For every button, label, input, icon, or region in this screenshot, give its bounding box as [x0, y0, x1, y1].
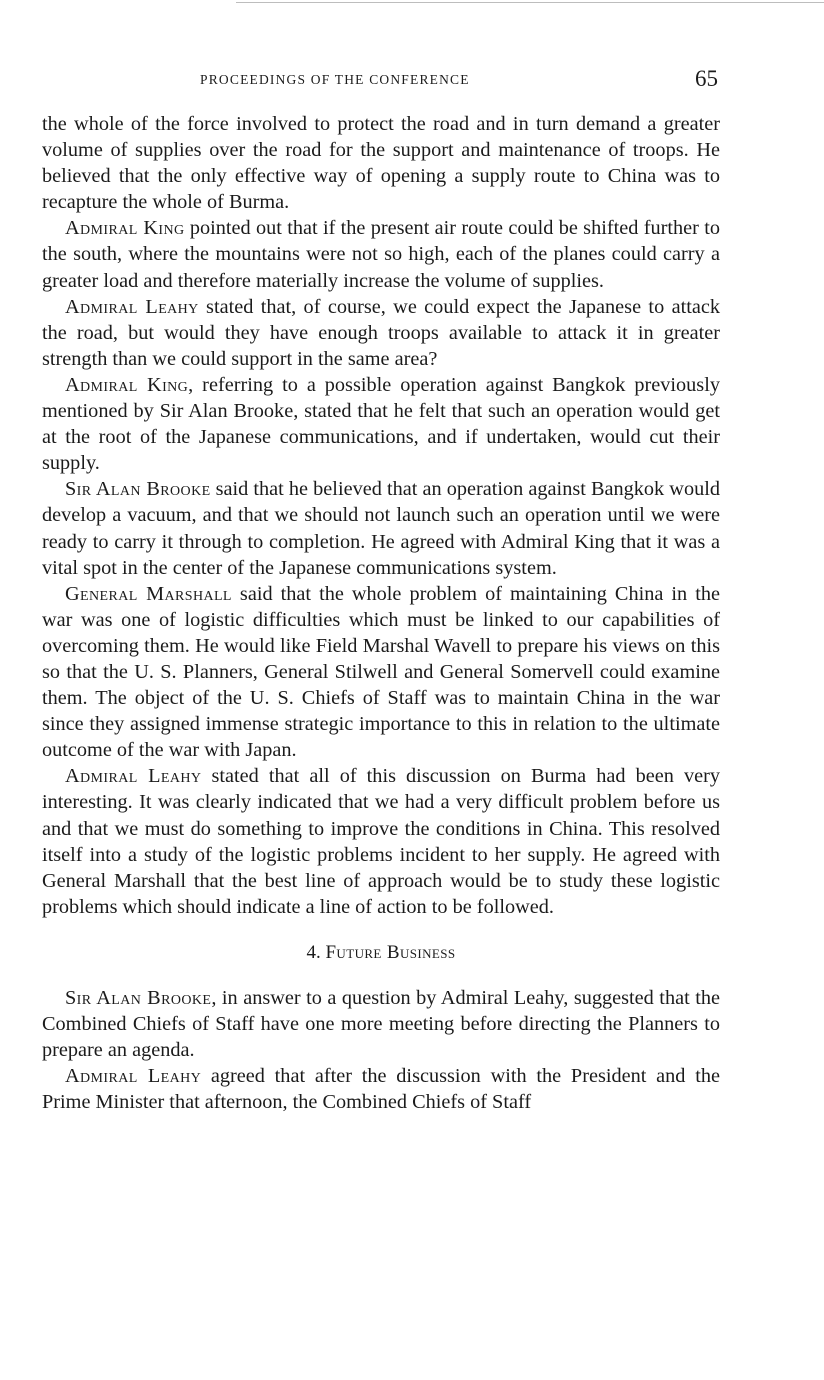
page-number: 65	[695, 66, 718, 91]
speaker-name: General Marshall	[65, 582, 232, 605]
paragraph-text: said that he believed that an operation against Bangkok would develop a vacuum, and that we should not launch such an operation until we were ready to carry it through to completion. He agreed with Admiral King that it was a vital spot in the center of the Japanese communications system.	[42, 478, 720, 579]
paragraph	[42, 581, 720, 764]
section-number: 4.	[306, 941, 321, 963]
paragraph-text: agreed that after the discussion with the President and the Prime Minister that afternoon, the Combined Chiefs of Staff	[42, 1065, 720, 1114]
paragraph-text: , in answer to a question by Admiral Leahy, suggested that the Combined Chiefs of Staff have one more meeting before directing the Planners to prepare an agenda.	[42, 987, 721, 1062]
speaker-name: Admiral King	[65, 217, 185, 240]
paragraph	[42, 215, 720, 293]
paragraph-text: stated that all of this discussion on Burma had been very interesting. It was clearly indicated that we had a very difficult problem before us and that we must do something to improve the conditions in China. This resolved itself into a study of the logistic problems incident to her supply. He agreed with General Marshall that the best line of approach would be to study these logistic problems which should indicate a line of action to be followed.	[42, 765, 720, 918]
running-title: PROCEEDINGS OF THE CONFERENCE	[200, 72, 470, 87]
paragraph	[42, 763, 720, 920]
speaker-name: Admiral Leahy	[65, 1065, 202, 1088]
paragraph-continuation	[42, 111, 720, 215]
paragraph-text: pointed out that if the present air route could be shifted further to the south, where the mountains were not so high, each of the planes could carry a greater load and therefore materially increase the volume of supplies.	[42, 217, 720, 292]
paragraph-text: , referring to a possible operation against Bangkok previously mentioned by Sir Alan Brooke, stated that he felt that such an operation would get at the root of the Japanese communications, and if undertaken, would cut their supply.	[42, 373, 720, 475]
paragraph	[42, 1063, 720, 1115]
section-title: Future Business	[325, 941, 456, 963]
paragraph-text: said that the whole problem of maintaining China in the war was one of logistic difficulties which must be linked to our capabilities of overcoming them. He would like Field Marshal Wavell to prepare his views on this so that the U. S. Planners, General Stilwell and General Somervell could examine them. The object of the U. S. Chiefs of Staff was to maintain China in the war since they assigned immense strategic importance to this in relation to the ultimate outcome of the war with Japan.	[42, 582, 720, 762]
paragraph	[42, 372, 720, 476]
section-heading	[42, 928, 720, 966]
paragraph	[42, 985, 720, 1063]
paragraph	[42, 476, 720, 580]
running-head	[0, 66, 824, 98]
body-text	[42, 111, 720, 1115]
top-rule	[236, 2, 824, 3]
speaker-name: Admiral Leahy	[65, 295, 199, 318]
speaker-name: Admiral King	[65, 373, 189, 396]
paragraph-text: the whole of the force involved to protect the road and in turn demand a greater volume of supplies over the road for the support and maintenance of troops. He believed that the only effective way of opening a supply route to China was to recapture the whole of Burma.	[42, 113, 720, 214]
speaker-name: Sir Alan Brooke	[65, 478, 211, 501]
speaker-name: Sir Alan Brooke	[65, 987, 212, 1009]
paragraph-text: stated that, of course, we could expect the Japanese to attack the road, but would they have enough troops available to attack it in greater strength than we could support in the same area?	[42, 295, 720, 370]
paragraph	[42, 294, 720, 372]
speaker-name: Admiral Leahy	[65, 765, 202, 788]
